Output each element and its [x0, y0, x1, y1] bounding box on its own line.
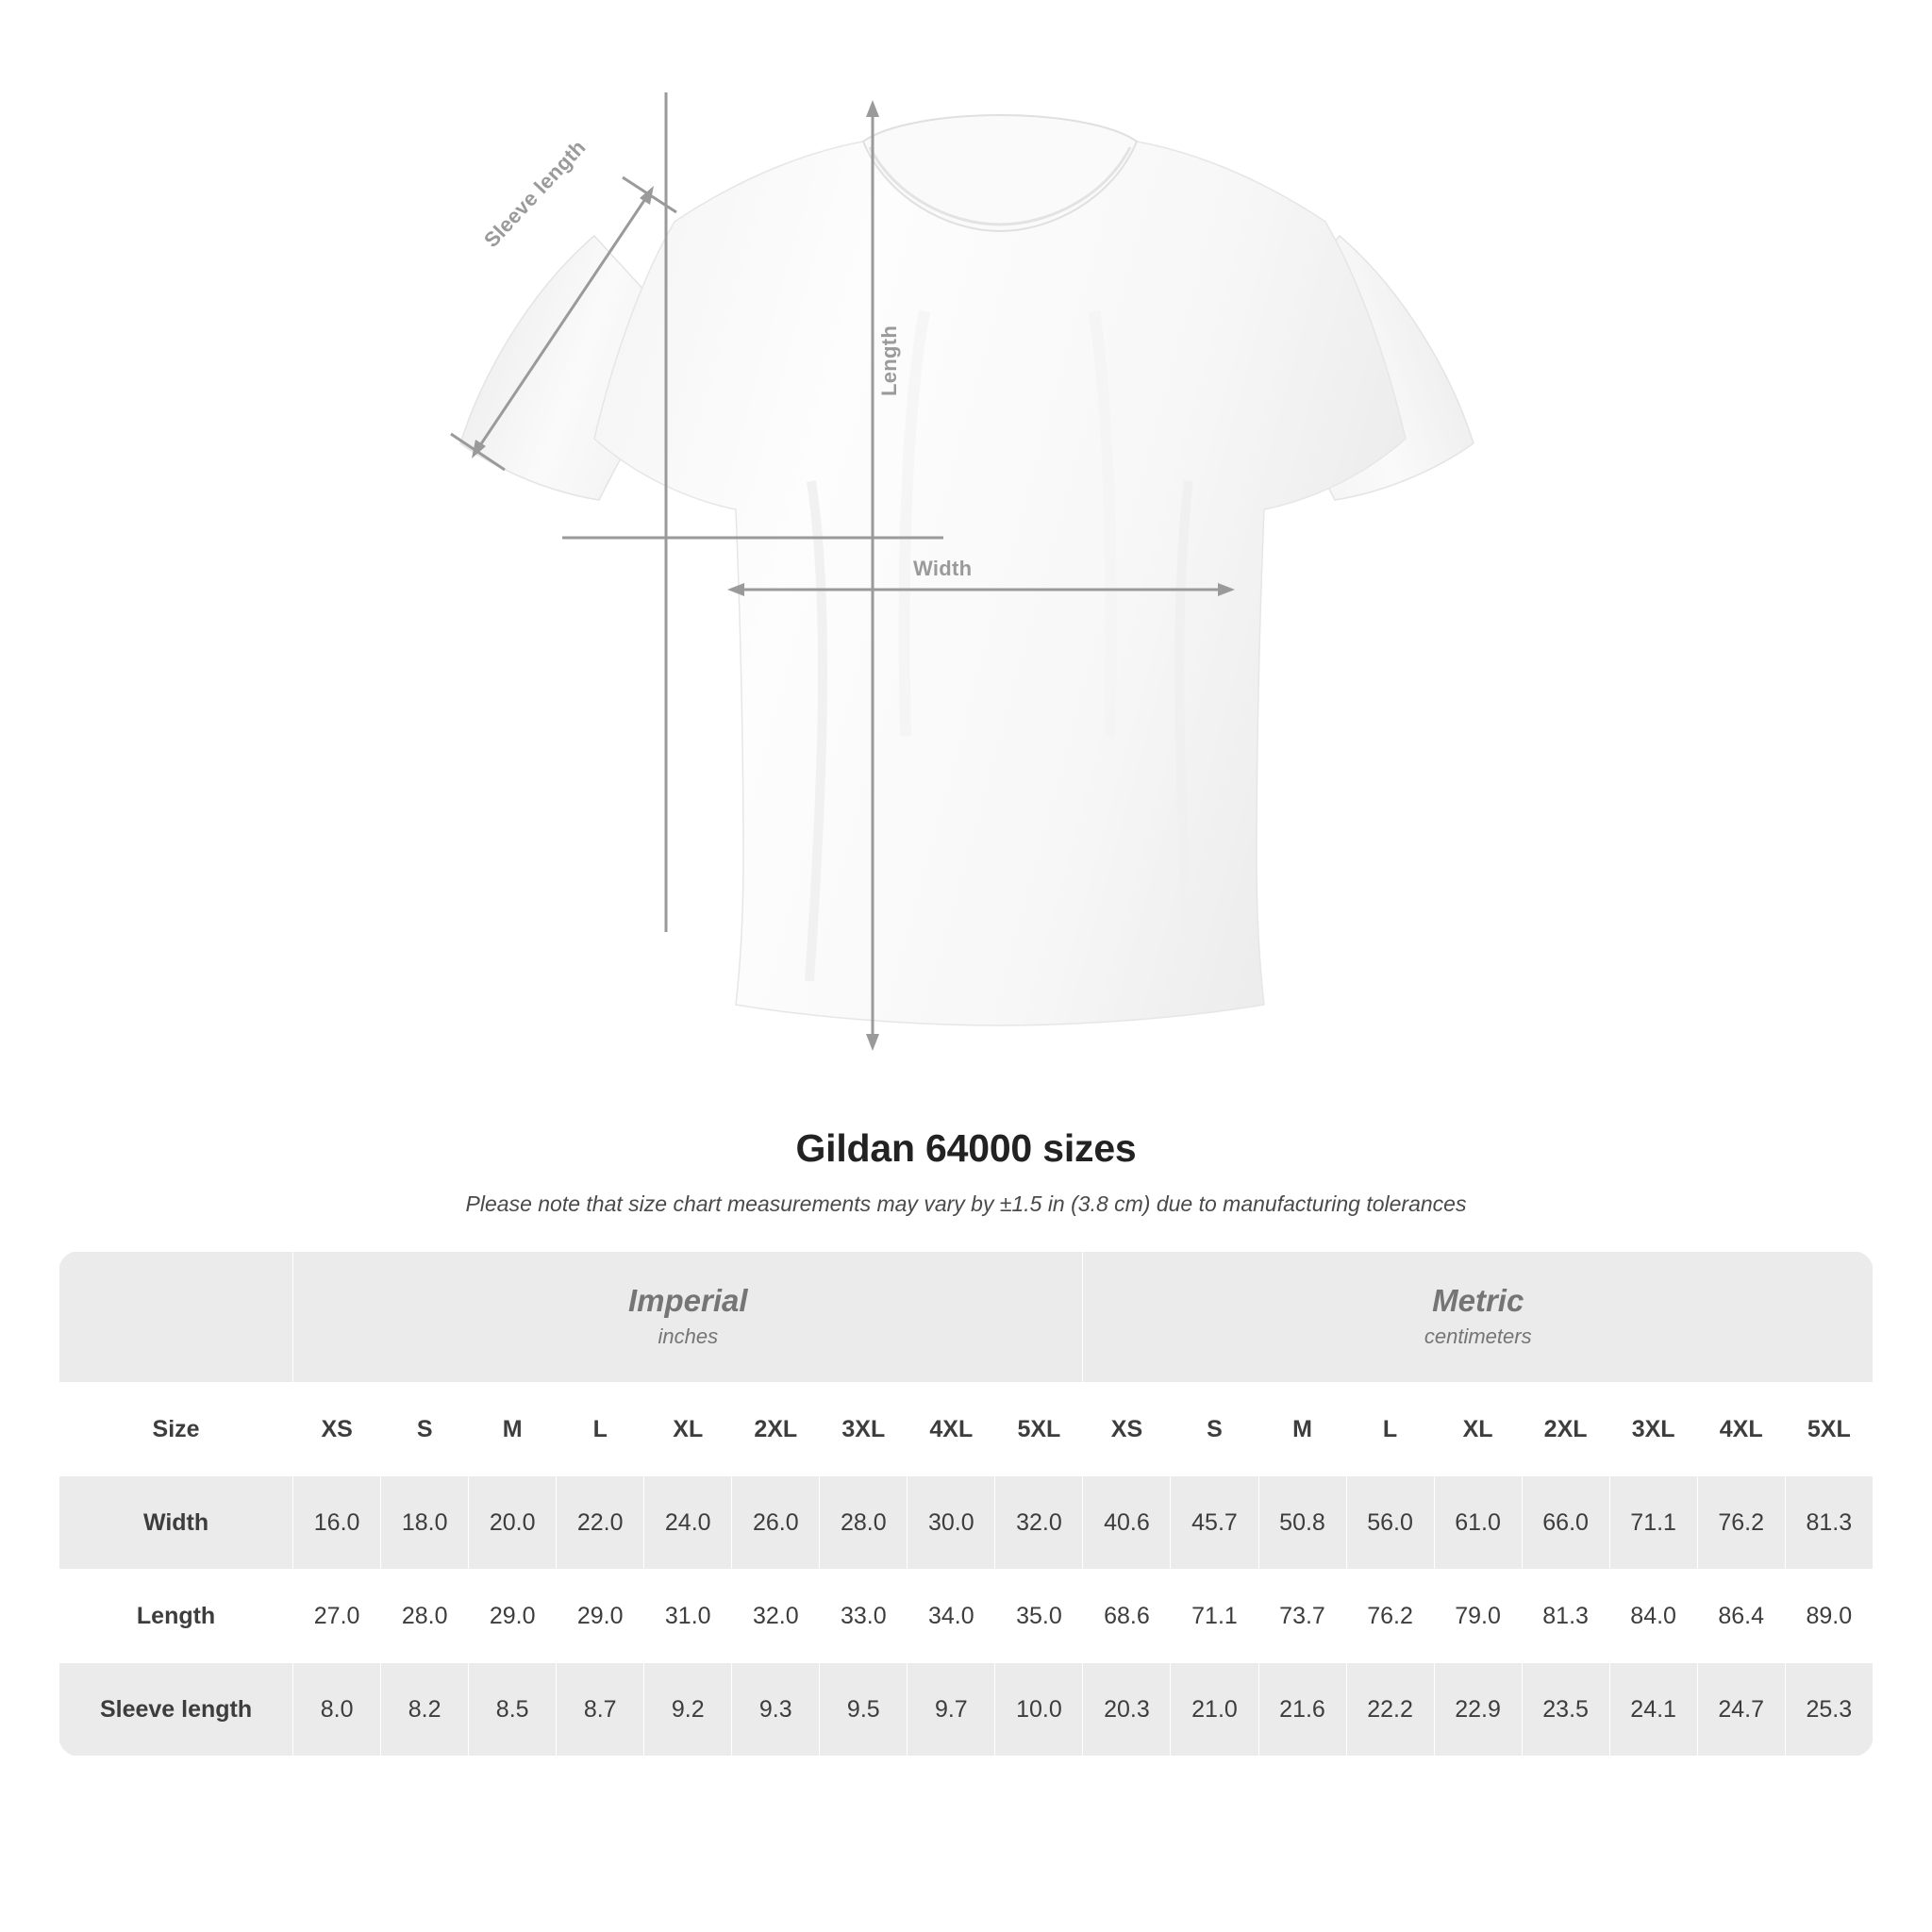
cell-width-metric-4xl: 76.2 — [1697, 1476, 1785, 1570]
cell-width-imperial-xl: 24.0 — [644, 1476, 732, 1570]
cell-length-imperial-s: 28.0 — [381, 1570, 469, 1663]
cell-length-metric-2xl: 81.3 — [1522, 1570, 1609, 1663]
label-length: Length — [877, 325, 901, 396]
header-size-imperial-2xl: 2XL — [732, 1383, 820, 1476]
cell-length-imperial-3xl: 33.0 — [820, 1570, 908, 1663]
table-row — [59, 1570, 1874, 1663]
header-size-metric-xl: XL — [1434, 1383, 1522, 1476]
header-size-label: Size — [59, 1383, 293, 1476]
header-size-imperial-5xl: 5XL — [995, 1383, 1083, 1476]
cell-length-imperial-5xl: 35.0 — [995, 1570, 1083, 1663]
cell-length-metric-l: 76.2 — [1346, 1570, 1434, 1663]
header-size-metric-2xl: 2XL — [1522, 1383, 1609, 1476]
cell-length-metric-5xl: 89.0 — [1785, 1570, 1873, 1663]
cell-sleeve-metric-l: 22.2 — [1346, 1663, 1434, 1757]
header-size-metric-4xl: 4XL — [1697, 1383, 1785, 1476]
cell-sleeve-imperial-3xl: 9.5 — [820, 1663, 908, 1757]
header-size-imperial-xl: XL — [644, 1383, 732, 1476]
unit-group-imperial-name: Imperial — [627, 1282, 748, 1318]
tolerance-note: Please note that size chart measurements may vary by ±1.5 in (3.8 cm) due to manufacturing tolerances — [465, 1191, 1467, 1216]
label-width: Width — [913, 557, 973, 580]
header-size-metric-5xl: 5XL — [1785, 1383, 1873, 1476]
cell-width-imperial-m: 20.0 — [469, 1476, 557, 1570]
cell-length-imperial-xs: 27.0 — [293, 1570, 381, 1663]
row-label-length: Length — [59, 1570, 293, 1663]
unit-group-metric — [1083, 1252, 1874, 1383]
header-size-imperial-xs: XS — [293, 1383, 381, 1476]
cell-width-imperial-xs: 16.0 — [293, 1476, 381, 1570]
table-row — [59, 1476, 1874, 1570]
cell-sleeve-imperial-xs: 8.0 — [293, 1663, 381, 1757]
cell-width-metric-l: 56.0 — [1346, 1476, 1434, 1570]
cell-length-imperial-2xl: 32.0 — [732, 1570, 820, 1663]
unit-corner-cell — [59, 1252, 293, 1383]
cell-width-metric-3xl: 71.1 — [1609, 1476, 1697, 1570]
cell-sleeve-imperial-s: 8.2 — [381, 1663, 469, 1757]
cell-sleeve-metric-m: 21.6 — [1258, 1663, 1346, 1757]
cell-width-imperial-5xl: 32.0 — [995, 1476, 1083, 1570]
cell-width-imperial-4xl: 30.0 — [908, 1476, 995, 1570]
header-size-metric-l: L — [1346, 1383, 1434, 1476]
header-size-imperial-m: M — [469, 1383, 557, 1476]
cell-width-imperial-2xl: 26.0 — [732, 1476, 820, 1570]
cell-sleeve-imperial-4xl: 9.7 — [908, 1663, 995, 1757]
header-size-imperial-l: L — [557, 1383, 644, 1476]
cell-sleeve-metric-2xl: 23.5 — [1522, 1663, 1609, 1757]
cell-sleeve-metric-s: 21.0 — [1171, 1663, 1258, 1757]
unit-group-imperial — [293, 1252, 1083, 1383]
cell-sleeve-imperial-2xl: 9.3 — [732, 1663, 820, 1757]
cell-length-imperial-xl: 31.0 — [644, 1570, 732, 1663]
cell-sleeve-imperial-xl: 9.2 — [644, 1663, 732, 1757]
cell-sleeve-imperial-m: 8.5 — [469, 1663, 557, 1757]
cell-length-metric-s: 71.1 — [1171, 1570, 1258, 1663]
cell-length-imperial-l: 29.0 — [557, 1570, 644, 1663]
cell-sleeve-metric-3xl: 24.1 — [1609, 1663, 1697, 1757]
cell-width-metric-m: 50.8 — [1258, 1476, 1346, 1570]
header-size-imperial-s: S — [381, 1383, 469, 1476]
cell-width-imperial-3xl: 28.0 — [820, 1476, 908, 1570]
header-size-metric-s: S — [1171, 1383, 1258, 1476]
cell-width-metric-xl: 61.0 — [1434, 1476, 1522, 1570]
row-label-sleeve-length: Sleeve length — [59, 1663, 293, 1757]
label-sleeve-length: Sleeve length — [479, 135, 591, 253]
cell-sleeve-metric-4xl: 24.7 — [1697, 1663, 1785, 1757]
unit-group-metric-unit: centimeters — [1424, 1324, 1532, 1349]
cell-sleeve-metric-xl: 22.9 — [1434, 1663, 1522, 1757]
unit-group-metric-name: Metric — [1432, 1282, 1524, 1318]
cell-length-imperial-4xl: 34.0 — [908, 1570, 995, 1663]
cell-length-metric-4xl: 86.4 — [1697, 1570, 1785, 1663]
header-size-metric-3xl: 3XL — [1609, 1383, 1697, 1476]
cell-sleeve-imperial-l: 8.7 — [557, 1663, 644, 1757]
cell-width-metric-5xl: 81.3 — [1785, 1476, 1873, 1570]
cell-sleeve-imperial-5xl: 10.0 — [995, 1663, 1083, 1757]
cell-sleeve-metric-5xl: 25.3 — [1785, 1663, 1873, 1757]
row-label-width: Width — [59, 1476, 293, 1570]
title-block — [0, 1126, 1932, 1217]
cell-length-imperial-m: 29.0 — [469, 1570, 557, 1663]
cell-width-imperial-s: 18.0 — [381, 1476, 469, 1570]
cell-length-metric-xs: 68.6 — [1083, 1570, 1171, 1663]
size-header-row — [59, 1383, 1874, 1476]
size-table — [58, 1251, 1874, 1757]
cell-width-metric-xs: 40.6 — [1083, 1476, 1171, 1570]
header-size-imperial-3xl: 3XL — [820, 1383, 908, 1476]
cell-width-imperial-l: 22.0 — [557, 1476, 644, 1570]
cell-width-metric-2xl: 66.0 — [1522, 1476, 1609, 1570]
size-table-wrapper — [58, 1251, 1874, 1757]
cell-length-metric-3xl: 84.0 — [1609, 1570, 1697, 1663]
table-row — [59, 1663, 1874, 1757]
cell-length-metric-m: 73.7 — [1258, 1570, 1346, 1663]
header-size-imperial-4xl: 4XL — [908, 1383, 995, 1476]
header-size-metric-xs: XS — [1083, 1383, 1171, 1476]
cell-width-metric-s: 45.7 — [1171, 1476, 1258, 1570]
unit-group-row — [59, 1252, 1874, 1383]
page-title: Gildan 64000 sizes — [795, 1126, 1137, 1170]
header-size-metric-m: M — [1258, 1383, 1346, 1476]
cell-length-metric-xl: 79.0 — [1434, 1570, 1522, 1663]
cell-sleeve-metric-xs: 20.3 — [1083, 1663, 1171, 1757]
unit-group-imperial-unit: inches — [658, 1324, 719, 1349]
